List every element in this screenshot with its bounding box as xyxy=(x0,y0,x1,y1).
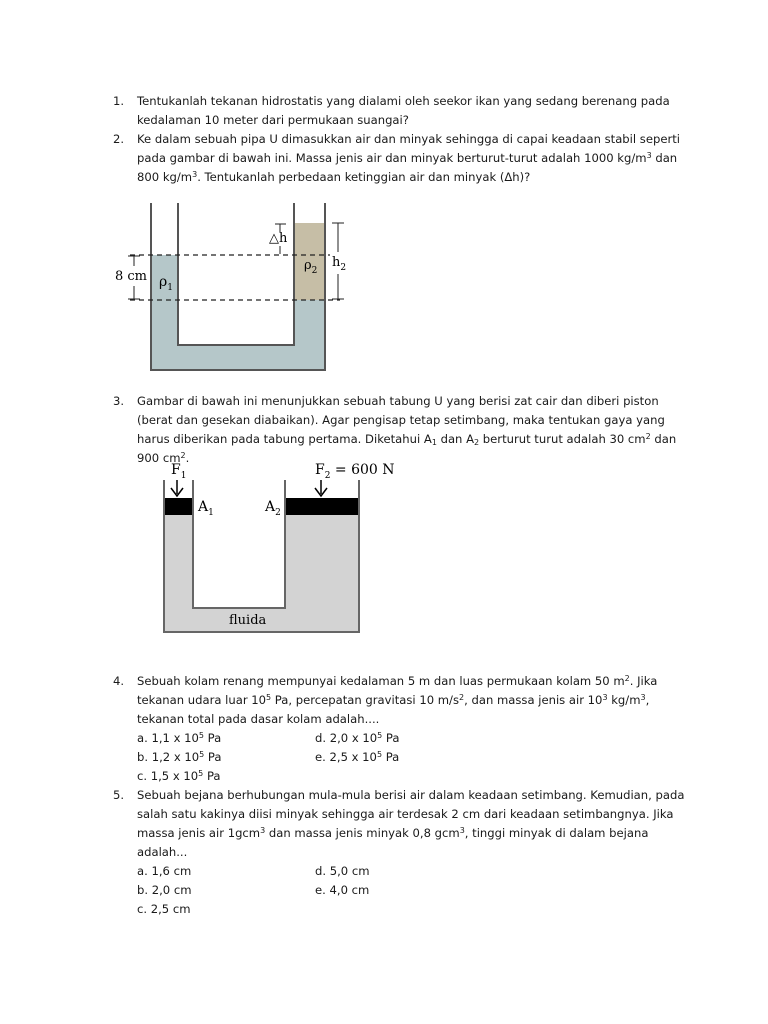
option-a: a. 1,6 cm xyxy=(137,864,192,878)
question-text: Tentukanlah tekanan hidrostatis yang dialami oleh seekor ikan yang sedang berenang pada kedalaman 10 meter dari permukaan suangai? xyxy=(137,94,670,127)
option-c: c. 2,5 cm xyxy=(137,902,191,916)
question-text: Sebuah bejana berhubungan mula-mula berisi air dalam keadaan setimbang. Kemudian, pada salah satu kakinya diisi minyak sehingga air terdesak 2 cm dari keadaan setimbangnya. Jika massa jenis air 1gcm$^3$ dan massa jenis minyak 0,8 gcm$^3$, tinggi minyak di dalam bejana adalah... xyxy=(137,788,685,859)
label-a2: $A_2$ xyxy=(265,499,281,518)
question-text: Gambar di bawah ini menunjukkan sebuah tabung U yang berisi zat cair dan diberi piston (berat dan gesekan diabaikan). Agar pengisap tetap setimbang, maka tentukan gaya yang harus diberikan pada tabung pertama. Diketahui $A_1$ dan $A_2$ berturut turut adalah 30 $cm^2$ dan 900 $cm^2$. xyxy=(137,394,677,465)
label-rho-1: $\rho_1$ xyxy=(159,274,173,293)
option-c: c. 1,5 x $10^5$ Pa xyxy=(137,769,221,783)
question-5 xyxy=(113,786,693,919)
answer-options xyxy=(137,862,693,919)
option-d: d. 5,0 cm xyxy=(315,864,370,878)
piston-1 xyxy=(164,498,193,515)
option-e: e. 4,0 cm xyxy=(315,883,370,897)
label-rho-2: $\rho_2$ xyxy=(304,258,318,276)
question-text: Ke dalam sebuah pipa U dimasukkan air dan minyak sehingga di capai keadaan stabil seperti pada gambar di bawah ini. Massa jenis air dan minyak berturut-turut adalah 1000 $kg/m^3$ dan 800 $kg/m^3$. Tentukanlah perbedaan ketinggian air dan minyak (Δh)? xyxy=(137,132,680,184)
label-a1: $A_1$ xyxy=(198,499,214,518)
question-1 xyxy=(113,92,693,130)
label-f1: $F_1$ xyxy=(171,462,187,481)
option-b: b. 2,0 cm xyxy=(137,883,192,897)
option-e: e. 2,5 x $10^5$ Pa xyxy=(315,750,400,764)
option-b: b. 1,2 x $10^5$ Pa xyxy=(137,750,222,764)
option-a: a. 1,1 x $10^5$ Pa xyxy=(137,731,222,745)
hydraulic-u-tube-figure xyxy=(155,456,395,636)
label-delta-h: △h xyxy=(269,231,288,246)
question-number: 2. xyxy=(113,132,125,146)
label-8cm: 8 cm xyxy=(115,269,148,284)
question-text: Sebuah kolam renang mempunyai kedalaman 5 m dan luas permukaan kolam 50 $m^2$. Jika tekanan udara luar $10^5$ Pa, percepatan gravitasi 10 $m/s^2$, dan massa jenis air $10^3$ $kg/m^3$, tekanan total pada dasar kolam adalah.... xyxy=(137,674,658,726)
question-4 xyxy=(113,672,693,786)
question-number: 3. xyxy=(113,394,125,408)
answer-options xyxy=(137,729,693,786)
question-2 xyxy=(113,130,693,187)
option-d: d. 2,0 x $10^5$ Pa xyxy=(315,731,400,745)
question-number: 4. xyxy=(113,674,125,688)
label-h2: $h_2$ xyxy=(332,255,347,273)
question-number: 5. xyxy=(113,788,125,802)
piston-2 xyxy=(285,498,359,515)
u-tube-water-oil-figure xyxy=(110,200,370,375)
label-f2: $F_2 = 600$ N xyxy=(315,462,395,481)
question-number: 1. xyxy=(113,94,125,108)
label-fluid: fluida xyxy=(229,613,267,628)
